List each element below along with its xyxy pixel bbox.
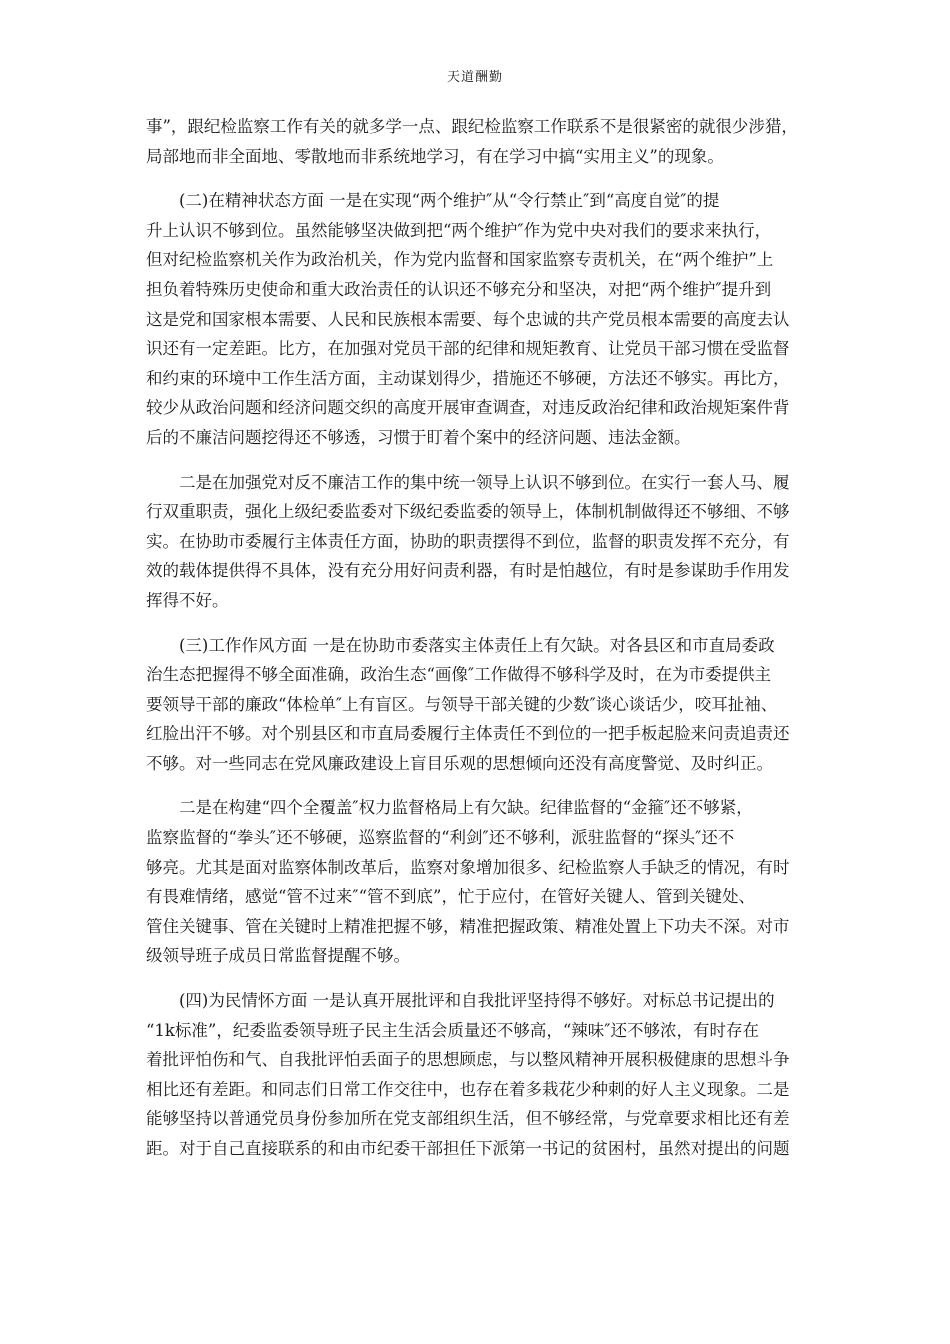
page-header: 天道酬勤 (446, 70, 503, 85)
text-line: 管住关键事、管在关键时上精准把握不够，精准把握政策、精准处置上下功夫不深。对市 (146, 916, 790, 936)
text-line: 距。对于自己直接联系的和由市纪委干部担任下派第一书记的贫困村，虽然对提出的问题 (146, 1139, 790, 1158)
text-line: 有畏难情绪，感觉“管不过来″“管不到底”，忙于应付，在管好关键人、管到关键处、 (146, 887, 755, 907)
text-line: 挥得不好。 (146, 590, 229, 610)
text-line: 担负着特殊历史使命和重大政治责任的认识还不够充分和坚决，对把“两个维护″提升到 (146, 279, 772, 299)
text-line: 但对纪检监察机关作为政治机关，作为党内监督和国家监察专责机关，在“两个维护”上 (146, 250, 774, 270)
text-line: 和约束的环境中工作生活方面，主动谋划得少，措施还不够硬，方法还不够实。再比方， (146, 368, 790, 388)
text-line: 红脸出汗不够。对个别县区和市直局委履行主体责任不到位的一把手板起脸来问责追责还 (146, 724, 790, 744)
text-line: 事”，跟纪检监察工作有关的就多学一点、跟纪检监察工作联系不是很紧密的就很少涉猎， (146, 117, 798, 136)
text-line: (四)为民情怀方面 一是认真开展批评和自我批评坚持得不够好。对标总书记提出的 (179, 991, 775, 1011)
text-line: 后的不廉洁问题挖得还不够透，习惯于盯着个案中的经济问题、违法金额。 (146, 427, 691, 447)
text-line: 能够坚持以普通党员身份参加所在党支部组织生活，但不够经常，与党章要求相比还有差 (146, 1109, 790, 1129)
text-line: 行双重职责，强化上级纪委监委对下级纪委监委的领导上，体制机制做得还不够细、不够 (146, 502, 790, 522)
text-line: 监察监督的“拳头″还不够硬，巡察监督的“利剑″还不够利，派驻监督的“探头″还不 (146, 828, 735, 848)
document-body (146, 112, 810, 1164)
paragraph-5 (146, 793, 810, 971)
text-line: 够亮。尤其是面对监察体制改革后，监察对象增加很多、纪检监察人手缺乏的情况，有时 (146, 857, 790, 877)
text-line: 局部地而非全面地、零散地而非系统地学习，有在学习中搞“实用主义”的现象。 (146, 146, 724, 166)
text-line: 升上认识不够到位。虽然能够坚决做到把“两个维护″作为党中央对我们的要求来执行， (146, 220, 772, 240)
text-line: 要领导干部的廉政“体检单″上有盲区。与领导干部关键的少数″谈心谈话少，咬耳扯袖、 (146, 694, 778, 714)
text-line: 较少从政治问题和经济问题交织的高度开展审查调查，对违反政治纪律和政治规矩案件背 (146, 398, 790, 418)
paragraph-4 (146, 631, 810, 779)
text-line: 级领导班子成员日常监督提醒不够。 (146, 946, 410, 966)
text-line: “1k标准”，纪委监委领导班子民主生活会质量还不够高，“辣味″还不够浓，有时存在 (146, 1020, 759, 1040)
text-line: 不够。对一些同志在党风廉政建设上盲目乐观的思想倾向还没有高度警觉、及时纠正。 (146, 753, 773, 773)
text-line: 效的载体提供得不具体，没有充分用好问责利器，有时是怕越位，有时是参谋助手作用发 (146, 561, 790, 581)
paragraph-1 (146, 112, 810, 171)
text-line: (二)在精神状态方面 一是在实现“两个维护″从“令行禁止″到“高度自觉″的提 (179, 191, 720, 211)
text-line: 二是在构建“四个全覆盖″权力监督格局上有欠缺。纪律监督的“金箍″还不够紧， (179, 798, 753, 818)
text-line: 二是在加强党对反不廉洁工作的集中统一领导上认识不够到位。在实行一套人马、履 (179, 472, 790, 492)
text-line: (三)工作作风方面 一是在协助市委落实主体责任上有欠缺。对各县区和市直局委政 (179, 635, 775, 655)
paragraph-6 (146, 986, 810, 1164)
text-line: 实。在协助市委履行主体责任方面，协助的职责摆得不到位，监督的职责发挥不充分，有 (146, 531, 790, 551)
text-line: 着批评怕伤和气、自我批评怕丢面子的思想顾虑，与以整风精神开展积极健康的思想斗争 (146, 1050, 790, 1070)
text-line: 识还有一定差距。比方，在加强对党员干部的纪律和规矩教育、让党员干部习惯在受监督 (146, 339, 790, 359)
text-line: 治生态把握得不够全面准确，政治生态“画像″工作做得不够科学及时，在为市委提供主 (146, 665, 772, 685)
paragraph-2 (146, 186, 810, 452)
paragraph-3 (146, 468, 810, 616)
text-line: 这是党和国家根本需要、人民和民族根本需要、每个忠诚的共产党员根本需要的高度去认 (146, 309, 790, 329)
text-line: 相比还有差距。和同志们日常工作交往中，也存在着多栽花少种刺的好人主义现象。二是 (146, 1079, 790, 1099)
